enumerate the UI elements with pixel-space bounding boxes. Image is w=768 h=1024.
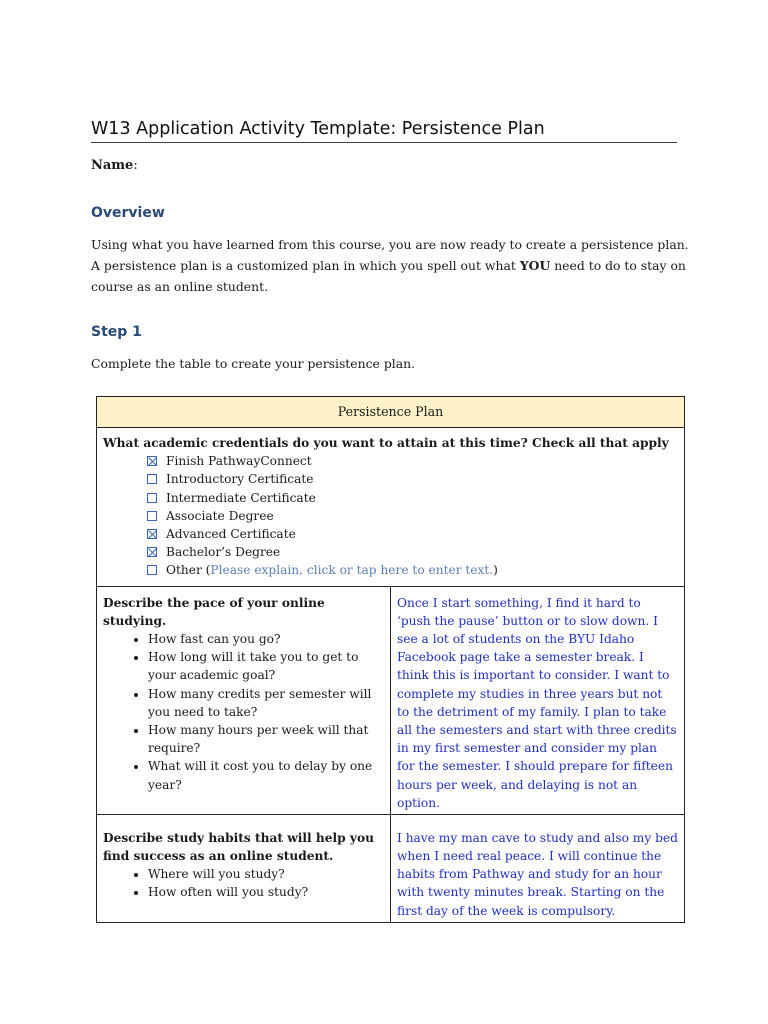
list-item: • How many hours per week will that require?: [148, 721, 384, 757]
credential-option[interactable]: [147, 470, 678, 488]
credential-option[interactable]: [147, 489, 678, 507]
list-item: • Where will you study?: [148, 865, 384, 883]
credential-option[interactable]: [147, 543, 678, 561]
habits-bullets: [103, 865, 384, 901]
checkbox-icon[interactable]: [147, 529, 157, 539]
pace-answer[interactable]: Once I start something, I find it hard to ‘push the pause’ button or to slow down. I see a lot of students on the BYU Idaho Facebook page take a semester break. I think this is important to consider. I want to complete my studies in three years but not to the detriment of my family. I plan to take all the semesters and start with three credits in my first semester and consider my plan for the semester. I should prepare for fifteen hours per week, and delaying is not an option.: [391, 586, 685, 814]
other-close: ): [493, 563, 498, 578]
table-header: Persistence Plan: [97, 397, 685, 428]
credential-option-other[interactable]: [147, 561, 678, 579]
credential-label: Introductory Certificate: [166, 472, 314, 487]
credential-label: Bachelor’s Degree: [166, 545, 281, 560]
checkbox-icon[interactable]: [147, 474, 157, 484]
document-title: W13 Application Activity Template: Persistence Plan: [91, 119, 677, 143]
overview-text-2: need to do to stay on course as an online student.: [91, 258, 686, 294]
habits-question: Describe study habits that will help you find success as an online student.: [103, 830, 374, 864]
credential-label: Intermediate Certificate: [166, 490, 316, 505]
step1-heading: Step 1: [91, 324, 142, 340]
habits-answer[interactable]: I have my man cave to study and also my bed when I need real peace. I will continue the habits from Pathway and study for an hour with twenty minutes break. Starting on the first day of the week is compulsory.: [391, 814, 685, 922]
other-label: Other (: [166, 563, 211, 578]
habits-question-cell: [97, 814, 391, 922]
overview-paragraph: [91, 234, 691, 297]
habits-row: [97, 814, 685, 922]
credentials-options: [103, 452, 678, 579]
credential-label: Associate Degree: [166, 508, 274, 523]
overview-heading: Overview: [91, 205, 165, 221]
checkbox-icon[interactable]: [147, 565, 157, 575]
credential-label: Advanced Certificate: [166, 527, 296, 542]
list-item: • How fast can you go?: [148, 630, 384, 648]
checkbox-icon[interactable]: [147, 456, 157, 466]
list-item: • How long will it take you to get to your academic goal?: [148, 648, 384, 684]
name-label-text: Name: [91, 158, 134, 173]
pace-question-cell: [97, 586, 391, 814]
credential-option[interactable]: [147, 525, 678, 543]
checkbox-icon[interactable]: [147, 547, 157, 557]
credential-option[interactable]: [147, 452, 678, 470]
pace-row: [97, 586, 685, 814]
persistence-plan-table: [96, 396, 685, 923]
list-item: • How many credits per semester will you need to take?: [148, 685, 384, 721]
credential-option[interactable]: [147, 507, 678, 525]
pace-bullets: [103, 630, 384, 794]
list-item: • What will it cost you to delay by one year?: [148, 757, 384, 793]
other-text-field[interactable]: Please explain, click or tap here to enter text.: [210, 563, 494, 578]
name-colon: :: [133, 158, 138, 173]
name-label: [91, 158, 138, 173]
checkbox-icon[interactable]: [147, 493, 157, 503]
credentials-row: [97, 428, 685, 587]
overview-text-1: Using what you have learned from this course, you are now ready to create a persistence plan. A persistence plan is a customized plan in which you spell out what: [91, 237, 689, 273]
credential-label: Finish PathwayConnect: [166, 454, 312, 469]
checkbox-icon[interactable]: [147, 511, 157, 521]
table-header-row: [97, 397, 685, 428]
credentials-question: What academic credentials do you want to attain at this time? Check all that apply: [103, 436, 669, 450]
step1-paragraph: Complete the table to create your persistence plan.: [91, 356, 416, 371]
credentials-cell: [97, 428, 685, 587]
pace-question: Describe the pace of your online studying.: [103, 595, 325, 628]
list-item: • How often will you study?: [148, 883, 384, 901]
overview-emphasis: YOU: [519, 258, 551, 273]
